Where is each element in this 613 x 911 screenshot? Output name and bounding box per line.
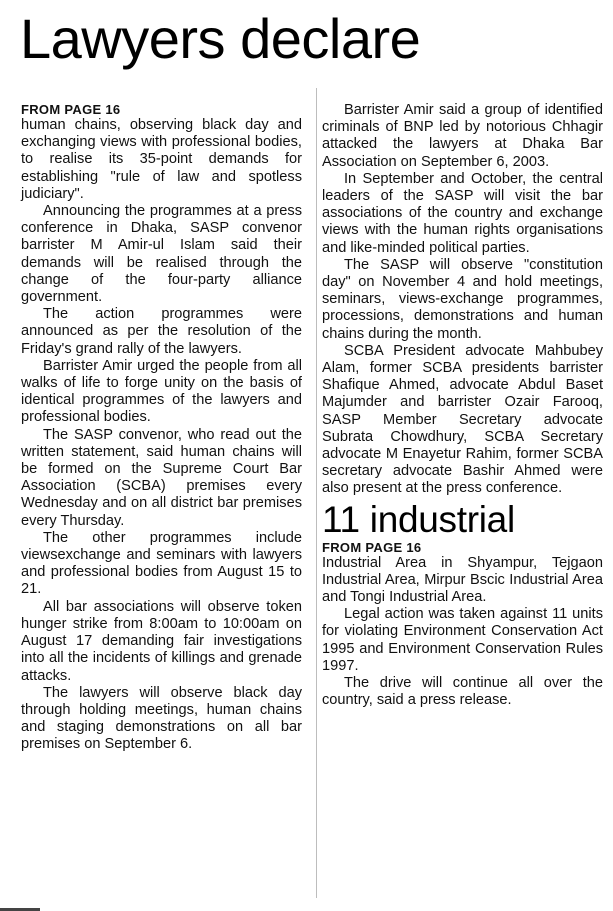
article-paragraph: All bar associations will observe token hunger strike from 8:00am to 10:00am on August 17 demanding fair investigations into all the incidents of killings and grenade attacks. — [21, 598, 302, 684]
continued-from-label: FROM PAGE 16 — [322, 539, 422, 555]
second-article-headline: 11 industrial — [322, 498, 515, 540]
column-divider — [316, 88, 317, 898]
article-paragraph: The SASP convenor, who read out the written statement, said human chains will be formed on the Supreme Court Bar Association (SCBA) premises every Wednesday and on all district bar premises every Thursday. — [21, 426, 302, 529]
article-paragraph: human chains, observing black day and exchanging views with professional bodies, to realise its 35-point demands for establishing "rule of law and spotless judiciary". — [21, 117, 302, 202]
article-paragraph: The drive will continue all over the country, said a press release. — [322, 675, 603, 709]
article-paragraph: Announcing the programmes at a press conference in Dhaka, SASP convenor barrister M Amir-ul Islam said their demands will be realised through the change of the four-party alliance government. — [21, 203, 302, 306]
article-paragraph: Barrister Amir said a group of identified criminals of BNP led by notorious Chhagir attacked the lawyers at Dhaka Bar Association on September 6, 2003. — [322, 102, 603, 170]
article-headline: Lawyers declare — [20, 7, 421, 70]
article-paragraph: The action programmes were announced as per the resolution of the Friday's grand rally of the lawyers. — [21, 306, 302, 357]
article-paragraph: The other programmes include viewsexchange and seminars with lawyers and professional bodies from August 15 to 21. — [21, 529, 302, 598]
article-paragraph: Industrial Area in Shyampur, Tejgaon Industrial Area, Mirpur Bscic Industrial Area and Tongi Industrial Area. — [322, 554, 603, 606]
article-paragraph: SCBA President advocate Mahbubey Alam, former SCBA presidents barrister Shafique Ahmed, advocate Abdul Baset Majumder and barrister Ozair Farooq, SASP Member Secretary advocate Subrata Chowdhury, SCBA Secretary advocate M Enayetur Rahim, former SCBA secretary advocate Bashir Ahmed were also present at the press conference. — [322, 342, 603, 497]
article-paragraph: Legal action was taken against 11 units for violating Environment Conservation Act 1995 and Environment Conservation Rules 1997. — [322, 606, 603, 674]
continued-from-label: FROM PAGE 16 — [21, 102, 121, 117]
article-paragraph: The SASP will observe "constitution day" on November 4 and hold meetings, seminars, views-exchange programmes, processions, demonstrations and human chains during the month. — [322, 256, 603, 342]
article-paragraph: The lawyers will observe black day through holding meetings, human chains and staging demonstrations on all bar premises on September 6. — [21, 684, 302, 753]
article-paragraph: In September and October, the central leaders of the SASP will visit the bar associations of the country and exchange views with the human rights organisations and like-minded political parties. — [322, 170, 603, 256]
article-left-column — [21, 102, 302, 754]
article-right-column — [322, 102, 603, 710]
article-paragraph: Barrister Amir urged the people from all walks of life to forge unity on the basis of identical programmes of the lawyers and professional bodies. — [21, 357, 302, 426]
